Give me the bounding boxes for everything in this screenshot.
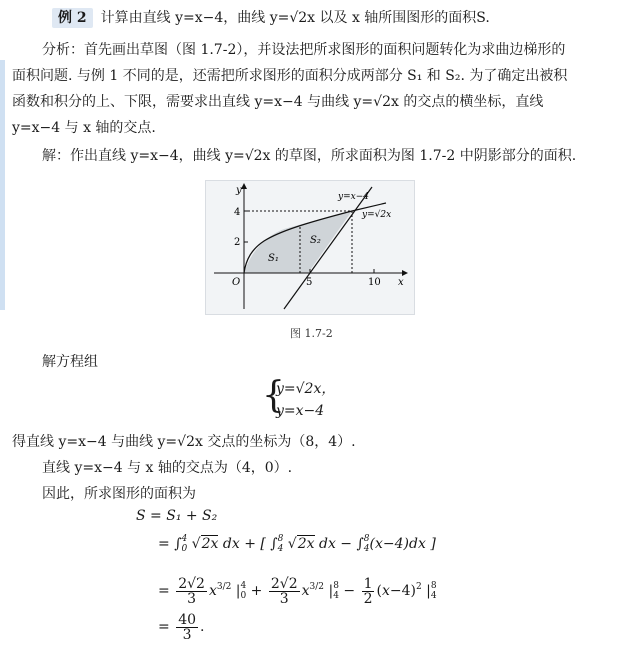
y-axis-arrow xyxy=(241,183,247,189)
example-label: 例 2 xyxy=(52,8,93,28)
problem-text: 计算由直线 y=x−4，曲线 y=√2x 以及 x 轴所围图形的面积S. xyxy=(100,10,490,26)
final-numerator: 40 xyxy=(178,611,197,628)
line-label: y=x−4 xyxy=(338,192,369,202)
result-line-1: 得直线 y=x−4 与曲线 y=√2x 交点的坐标为（8，4）. xyxy=(12,434,356,450)
analysis-line-2: 面积问题. 与例 1 不同的是，还需把所求图形的面积分成两部分 S₁ 和 S₂. 为了确定出被积 xyxy=(12,68,568,84)
region-s1-label: S₁ xyxy=(268,253,279,264)
y-axis-label: y xyxy=(236,185,242,196)
step-3-equals: = xyxy=(158,583,170,599)
x-tick-label-10: 10 xyxy=(368,277,381,288)
origin-label: O xyxy=(232,277,241,288)
step-2-equals: = xyxy=(158,536,170,552)
step-3: = $\frac{2√2}{3}$ $x^{3/2}$ | 4 0 + $\frac{2√2}{3}$ $x^{3/2}$ | 8 4 − $\frac{1}{2}$ $(x-4)^2$ | 8 4 xyxy=(158,575,437,607)
analysis-line-1: 分析：首先画出草图（图 1.7-2），并设法把所求图形的面积问题转化为求曲边梯形的 xyxy=(42,42,566,58)
x-axis-arrow xyxy=(402,270,408,276)
system-eq-2: y=x−4 xyxy=(276,403,325,419)
analysis-line-4: y=x−4 与 x 轴的交点. xyxy=(12,120,156,136)
y-tick-label-4: 4 xyxy=(234,207,241,218)
region-s2-label: S₂ xyxy=(310,235,321,246)
step-4-equals: = xyxy=(158,619,170,635)
therefore-line: 因此，所求图形的面积为 xyxy=(42,486,196,502)
problem-line xyxy=(52,8,490,28)
result-line-2: 直线 y=x−4 与 x 轴的交点为（4，0）. xyxy=(42,460,293,476)
figure-caption: 图 1.7-2 xyxy=(290,327,333,340)
step-2: = ∫ 4 0 √2x dx + [ ∫ 8 4 √2x dx − ∫ 8 4 (x−4)dx ] xyxy=(158,534,436,554)
analysis-line-3: 函数和积分的上、下限，需要求出直线 y=x−4 与曲线 y=√2x 的交点的横坐标，直线 xyxy=(12,94,544,110)
figure-box xyxy=(205,180,415,315)
area-graph xyxy=(206,181,414,314)
step-1: S = S₁ + S₂ xyxy=(136,508,218,524)
curve-label: y=√2x xyxy=(362,210,392,220)
shaded-region xyxy=(244,211,352,273)
solution-line: 解：作出直线 y=x−4，曲线 y=√2x 的草图，所求面积为图 1.7-2 中阴影部分的面积. xyxy=(42,148,577,164)
side-accent-strip xyxy=(0,60,5,310)
x-tick-label-5: 5 xyxy=(306,277,313,288)
system-brace: { xyxy=(262,375,285,416)
final-denominator: 3 xyxy=(182,626,192,643)
y-tick-label-2: 2 xyxy=(234,237,241,248)
x-axis-label: x xyxy=(398,277,404,288)
step-4: = $\frac{40}{3}$ . xyxy=(158,611,205,643)
system-eq-1: y=√2x， xyxy=(276,381,336,397)
equation-system xyxy=(262,375,336,422)
solve-heading: 解方程组 xyxy=(42,354,98,370)
